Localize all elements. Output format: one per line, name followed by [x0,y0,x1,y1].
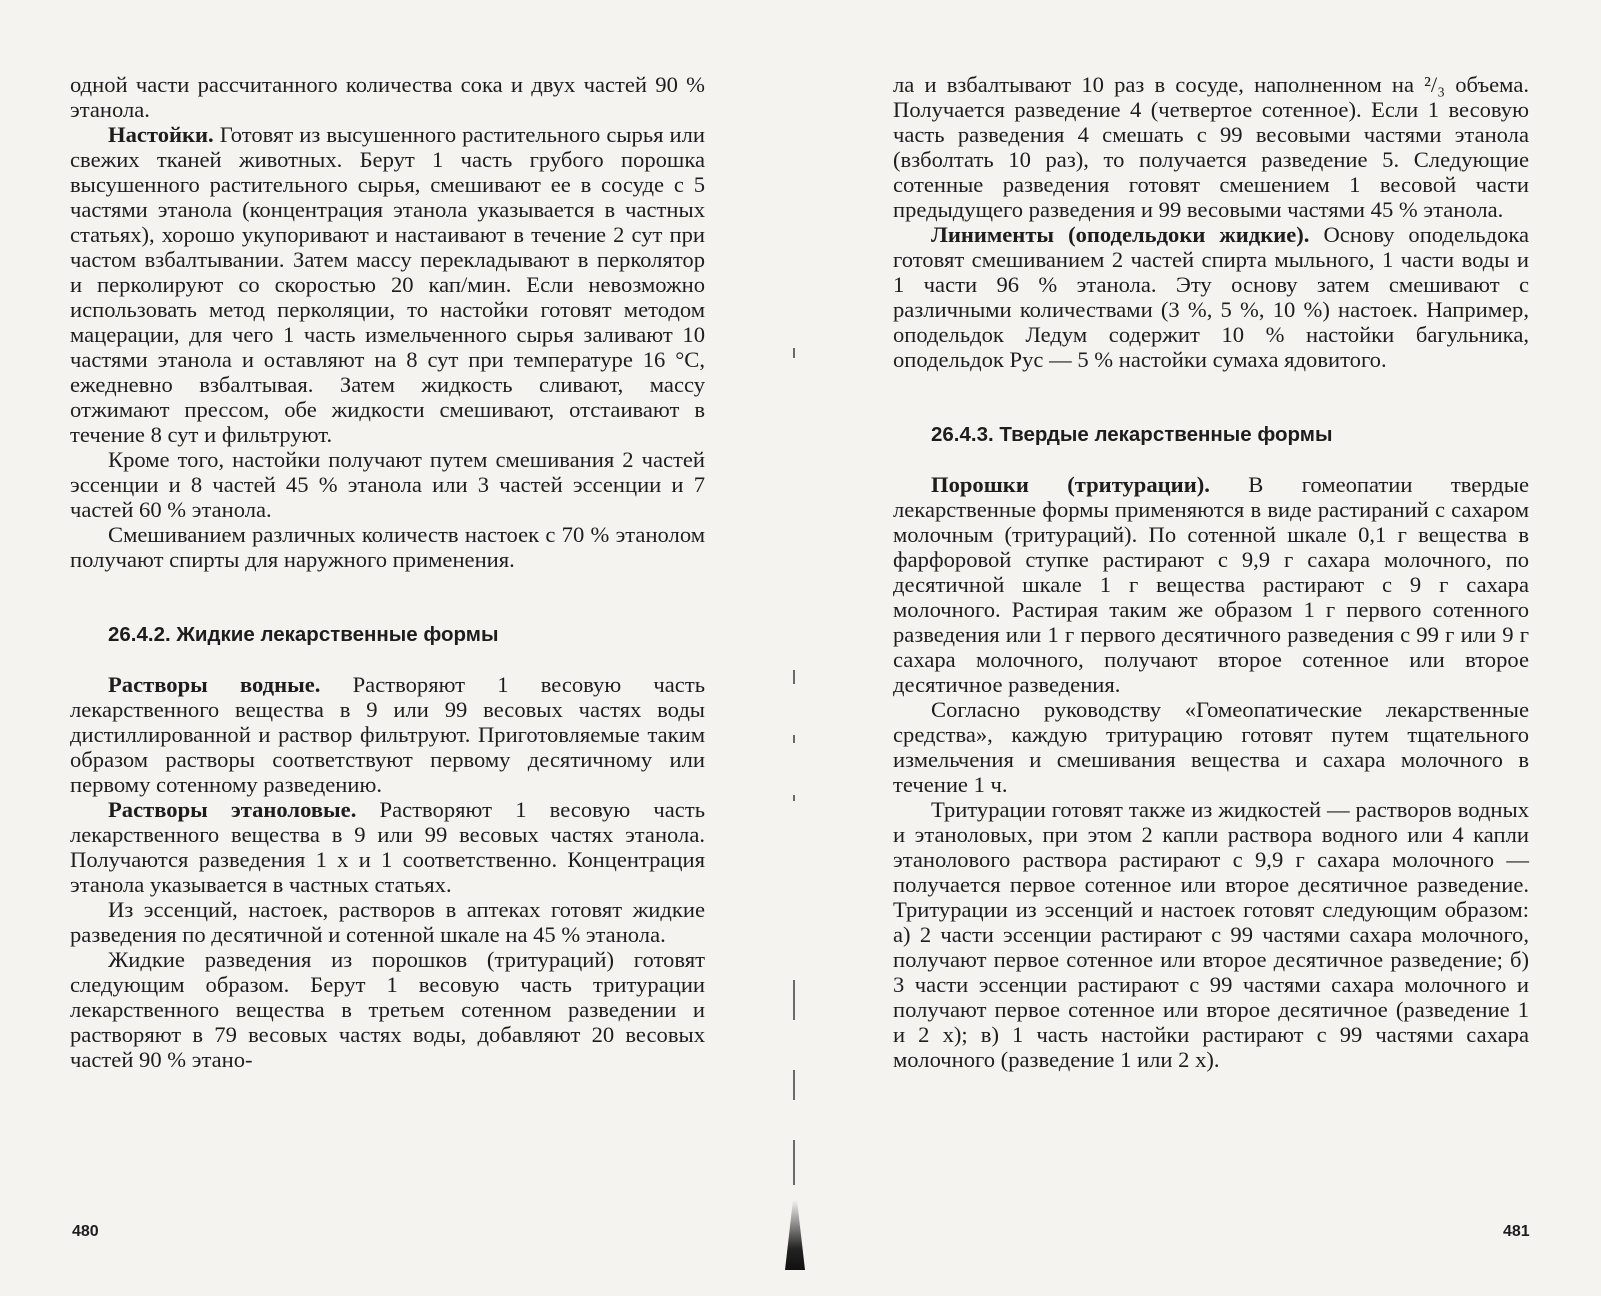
paragraph-text: В гомеопатии твердые лекарственные формы применяются в виде растираний с сахаром молочным (тритураций). По сотенной шкале 0,1 г вещества в фарфоровой ступке растирают с 9,9 г сахара молочного, по десятичной шкале 1 г вещества растирают с 9 г сахара молочного. Растирая таким же образом 1 г первого сотенного разведения или 1 г первого десятичного разведения с 99 г или 9 г сахара молочного, получают второе сотенное или второе десятичное разведения. [893,472,1529,697]
paragraph: Согласно руководству «Гомеопатические лекарственные средства», каждую тритурацию готовят путем тщательного измельчения и смешивания вещества и сахара молочного в течение 1 ч. [893,697,1529,797]
paragraph-text: Растворяют 1 весовую часть лекарственного вещества в 9 или 99 весовых частях воды дистиллированной и раствор фильтруют. Приготовляемые таким образом растворы соответствуют первому десятичному или первому сотенному разведению. [70,672,705,797]
run-in-heading: Настойки. [108,122,214,147]
paragraph [70,122,705,447]
page-number-right: 481 [1503,1223,1530,1240]
section-heading: 26.4.3. Твердые лекарственные формы [931,423,1333,446]
paragraph: Из эссенций, настоек, растворов в аптеках готовят жидкие разведения по десятичной и сотенной шкале на 45 % этанола. [70,897,705,947]
paragraph: Жидкие разведения из порошков (тритураций) готовят следующим образом. Берут 1 весовую часть тритурации лекарственного вещества в третьем сотенном разведении и растворяют в 79 весовых частях воды, добавляют 20 весовых частей 90 % этано- [70,947,705,1072]
page-number-left: 480 [72,1223,99,1240]
paragraph: Кроме того, настойки получают путем смешивания 2 частей эссенции и 8 частей 45 % этанола или 3 частей эссенции и 7 частей 60 % этанола. [70,447,705,522]
paragraph: Тритурации готовят также из жидкостей — растворов водных и этаноловых, при этом 2 капли раствора водного или 4 капли этанолового раствора растирают с 9,9 г сахара молочного — получается первое сотенное или второе десятичное разведение. Тритурации из эссенций и настоек готовят следующим образом: а) 2 части эссенции растирают с 99 частями сахара молочного, получают первое сотенное или второе десятичное разведение; б) 3 части эссенции растирают с 99 частями сахара молочного и получают первое сотенное или второе десятичное (разведение 1 и 2 х); в) 1 часть настойки растирают с 99 частями сахара молочного (разведение 1 или 2 х). [893,797,1529,1072]
gutter-shadow [793,340,795,1270]
paragraph-text: Растворяют 1 весовую часть лекарственного вещества в 9 или 99 весовых частях этанола. Получаются разведения 1 х и 1 соответственно. Концентрация этанола указывается в частных статьях. [70,797,705,897]
run-in-heading: Растворы этаноловые. [108,797,357,822]
run-in-heading: Линименты (оподельдоки жидкие). [931,222,1310,247]
paragraph: Смешиванием различных количеств настоек с 70 % этанолом получают спирты для наружного применения. [70,522,705,572]
paragraph-text: Готовят из высушенного растительного сырья или свежих тканей животных. Берут 1 часть грубого порошка высушенного растительного сырья, смешивают ее в сосуде с 5 частями этанола (концентрация этанола указывается в частных статьях), хорошо укупоривают и настаивают в течение 2 сут при частом взбалтывании. Затем массу перекладывают в перколятор и перколируют со скоростью 20 кап/мин. Если невозможно использовать метод перколяции, то настойки готовят методом мацерации, для чего 1 часть измельченного сырья заливают 10 частями этанола и оставляют на 8 сут при температуре 16 °С, ежедневно взбалтывая. Затем жидкость сливают, массу отжимают прессом, обе жидкости смешивают, отстаивают в течение 8 сут и фильтруют. [70,122,705,447]
paragraph-text: Основу оподельдока готовят смешиванием 2 частей спирта мыльного, 1 части воды и 1 части 96 % этанола. Эту основу затем смешивают с различными количествами (3 %, 5 %, 10 %) настоек. Например, оподельдок Ледум содержит 10 % настойки багульника, оподельдок Рус — 5 % настойки сумаха ядовитого. [893,222,1529,372]
paragraph: одной части рассчитанного количества сока и двух частей 90 % этанола. [70,72,705,122]
left-page [70,72,705,1072]
paragraph: ла и взбалтывают 10 раз в сосуде, наполненном на ²/₃ объема. Получается разведение 4 (четвертое сотенное). Если 1 весовую часть разведения 4 смешать с 99 весовыми частями этанола (взболтать 10 раз), то получается разведение 5. Следующие сотенные разведения готовят смешением 1 весовой части предыдущего разведения и 99 весовыми частями 45 % этанола. [893,72,1529,222]
paragraph [893,472,1529,697]
right-page [893,72,1529,1072]
paragraph [893,222,1529,372]
section-heading: 26.4.2. Жидкие лекарственные формы [108,623,499,646]
run-in-heading: Порошки (тритурации). [931,472,1210,497]
run-in-heading: Растворы водные. [108,672,321,697]
paragraph [70,797,705,897]
paragraph [70,672,705,797]
